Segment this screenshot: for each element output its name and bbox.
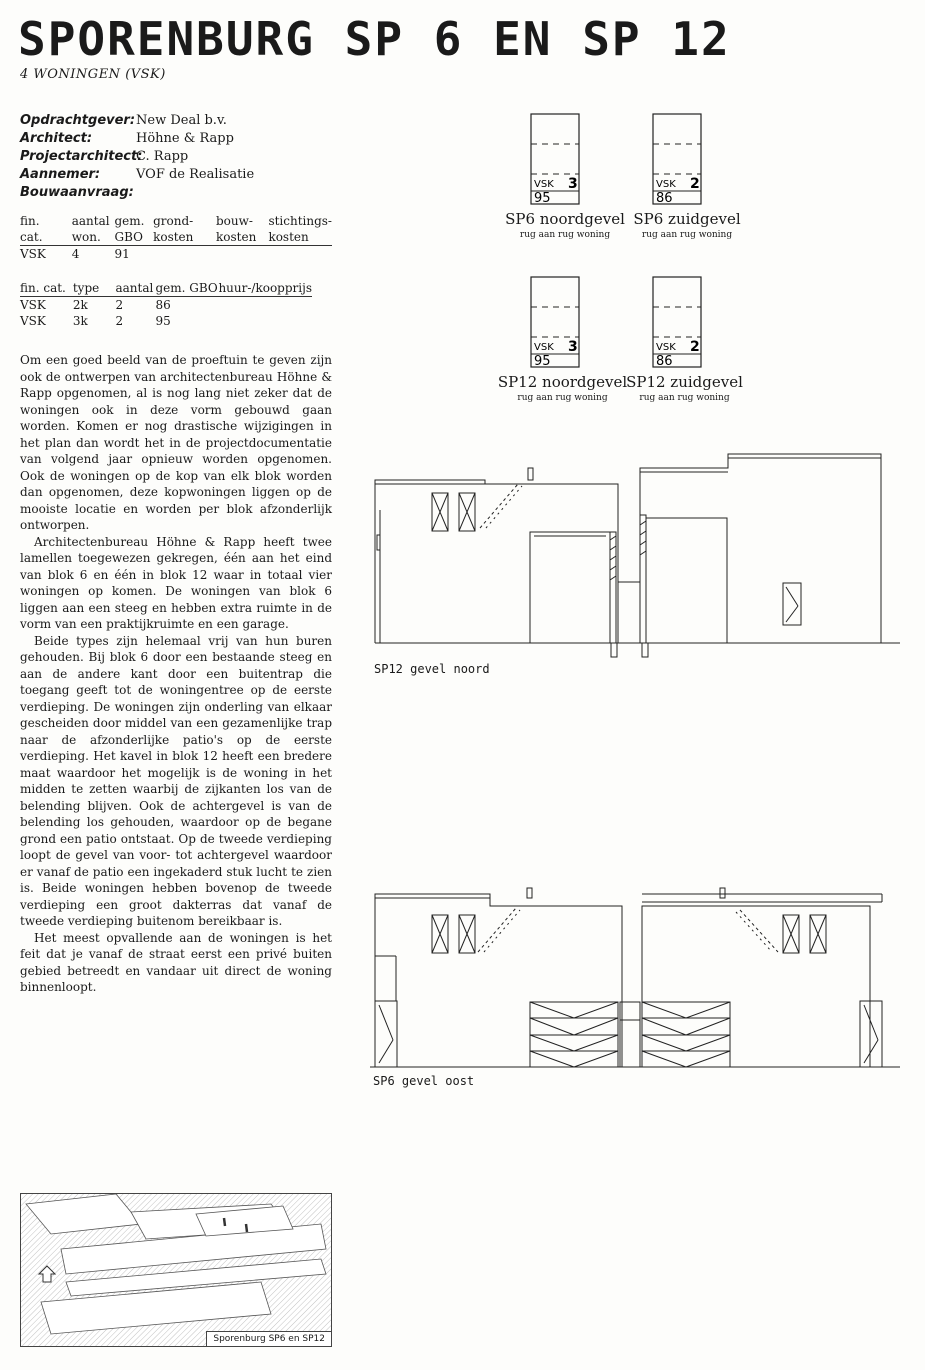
body-text (20, 352, 332, 996)
elevation-gbo: 86 (656, 354, 673, 369)
credits-block (20, 112, 340, 202)
table-cell (218, 297, 312, 314)
table-cell: 2k (72, 298, 88, 312)
elevation-subtitle: rug aan rug woning (519, 230, 611, 240)
credit-value: New Deal b.v. (136, 113, 227, 128)
credit-label: Opdrachtgever: (20, 113, 136, 128)
table-cell: VSK (20, 314, 46, 328)
table-header-cell: grond- (153, 214, 194, 228)
elevation-count: 3 (568, 339, 578, 355)
credit-value: Höhne & Rapp (136, 131, 234, 146)
elevation-count: 2 (690, 339, 700, 355)
table-cell: VSK (20, 298, 46, 312)
elevation-name: SP6 noordgevel (505, 210, 625, 228)
sp6-east-facade-drawing (370, 880, 900, 1070)
table-cell: VSK (20, 247, 46, 261)
site-plan-map (21, 1194, 331, 1346)
table-row (20, 313, 312, 329)
table-cell (153, 246, 216, 263)
credit-row (20, 166, 340, 184)
drawing-caption: SP12 gevel noord (374, 662, 490, 676)
table-header-cell: won. (72, 229, 115, 246)
table-header-cell: huur-/koopprijs (218, 281, 312, 295)
credit-row (20, 112, 340, 130)
table-header-cell: aantal (71, 214, 110, 228)
elevation-card (627, 112, 747, 240)
elevation-count: 2 (690, 176, 700, 192)
table-header-row (20, 213, 332, 229)
elevation-tag: VSK (656, 342, 676, 353)
table-header-cell: type (73, 280, 116, 297)
elevation-subtitle: rug aan rug woning (639, 393, 730, 403)
type-table (20, 280, 312, 329)
elevation-card (495, 275, 630, 403)
elevation-gbo: 86 (656, 191, 673, 206)
elevation-tag: VSK (534, 342, 554, 353)
table-header-cell: stichtings- (268, 214, 332, 228)
body-paragraph: Om een goed beeld van de proeftuin te geven zijn ook de ontwerpen van architectenbureau Höhne & Rapp opgenomen, al is nog lang niet zeker dat de woningen ook in deze vorm gebouwd gaan worden. Komen er nog drastische wijzigingen in het plan dan wordt het in de projectdocumentatie van volgend jaar opnieuw worden opgenomen. Ook de woningen op de kop van elk blok worden dan opgenomen, deze kopwoningen liggen op de mooiste locatie en worden per blok afzonderlijk ontworpen. (20, 353, 332, 532)
table-header-cell: kosten (216, 229, 268, 246)
elevation-box-diagram (505, 112, 625, 206)
table-cell: 95 (155, 314, 171, 328)
elevation-box-diagram (495, 275, 630, 369)
credit-value: C. Rapp (136, 149, 189, 164)
table-cell (268, 246, 332, 263)
elevation-subtitle: rug aan rug woning (641, 230, 733, 240)
table-header-cell: bouw- (215, 214, 253, 228)
table-header-cell: GBO (115, 229, 154, 246)
sp12-north-facade-drawing (370, 450, 900, 665)
table-cell (216, 246, 268, 263)
table-header-cell: gem. (114, 214, 145, 228)
table-header-cell: kosten (268, 229, 332, 246)
credit-label: Projectarchitect: (20, 149, 143, 164)
table-header-cell: fin. (20, 214, 40, 228)
elevation-tag: VSK (534, 179, 554, 190)
credit-row (20, 148, 340, 166)
credit-label: Aannemer: (20, 167, 101, 182)
table-cell: 91 (114, 247, 130, 261)
body-paragraph: Architectenbureau Höhne & Rapp heeft twee lamellen toegewezen gekregen, één aan het eind van blok 6 en één in blok 12 waar in totaal vier woningen op komen. De woningen van blok 6 liggen aan een steeg en hebben extra ruimte in de vorm van een praktijkruimte en een garage. (20, 534, 332, 631)
cost-table (20, 213, 332, 262)
table-header-cell: fin. cat. (20, 280, 73, 297)
page-subtitle: 4 WONINGEN (VSK) (20, 67, 166, 82)
table-cell: 86 (155, 298, 171, 312)
elevation-gbo: 95 (534, 191, 551, 206)
table-header-cell: cat. (20, 229, 72, 246)
table-cell: 4 (71, 247, 80, 261)
elevation-tag: VSK (656, 179, 676, 190)
elevation-count: 3 (568, 176, 578, 192)
elevation-name: SP6 zuidgevel (633, 210, 741, 228)
elevation-subtitle: rug aan rug woning (517, 393, 608, 403)
drawing-caption: SP6 gevel oost (373, 1074, 475, 1088)
table-row (20, 246, 332, 263)
table-header-row (20, 280, 312, 297)
elevation-card (617, 275, 752, 403)
table-cell: 2 (115, 298, 124, 312)
credit-label: Architect: (20, 131, 93, 146)
elevation-card (505, 112, 625, 240)
credit-value: VOF de Realisatie (136, 167, 255, 182)
table-header-row (20, 229, 332, 246)
page-title: SPORENBURG SP 6 EN SP 12 (18, 12, 731, 66)
table-cell: 2 (115, 314, 124, 328)
table-cell: 3k (72, 314, 88, 328)
table-header-cell: gem. GBO (155, 281, 218, 295)
body-paragraph: Beide types zijn helemaal vrij van hun buren gehouden. Bij blok 6 door een bestaande steeg en aan de andere kant door een buitentrap die toegang geeft tot de woningentree op de eerste verdieping. De woningen zijn onderling van elkaar gescheiden door middel van een gezamenlijke trap naar de afzonderlijke patio's op de eerste verdieping. Het kavel in blok 12 heeft een bredere maat waardoor het mogelijk is de woning in het midden te zetten waarbij de zijkanten los van de belending blijven. Ook de achtergevel is van de belending los gehouden, waardoor op de begane grond een patio ontstaat. Op de tweede verdieping loopt de gevel van voor- tot achtergevel waardoor er vanaf de patio een ingekaderd stuk lucht te zien is. Beide woningen hebben bovenop de tweede verdieping een groot dakterras dat vanaf de tweede verdieping buitenom bereikbaar is. (20, 633, 332, 928)
map-caption: Sporenburg SP6 en SP12 (206, 1331, 331, 1346)
credit-row (20, 130, 340, 148)
elevation-name: SP12 noordgevel (497, 373, 628, 391)
elevation-box-diagram (617, 275, 752, 369)
credit-label: Bouwaanvraag: (20, 185, 134, 200)
credit-row (20, 184, 340, 202)
table-cell (218, 313, 312, 329)
elevation-name: SP12 zuidgevel (626, 373, 743, 391)
table-header-cell: kosten (153, 229, 216, 246)
elevation-box-diagram (627, 112, 747, 206)
location-map (20, 1193, 332, 1347)
table-header-cell: aantal (115, 280, 155, 297)
body-paragraph: Het meest opvallende aan de woningen is het feit dat je vanaf de straat eerst een privé buiten gebied betreedt en vandaar uit direct de woning binnenloopt. (20, 930, 332, 994)
elevation-gbo: 95 (534, 354, 551, 369)
table-row (20, 297, 312, 314)
